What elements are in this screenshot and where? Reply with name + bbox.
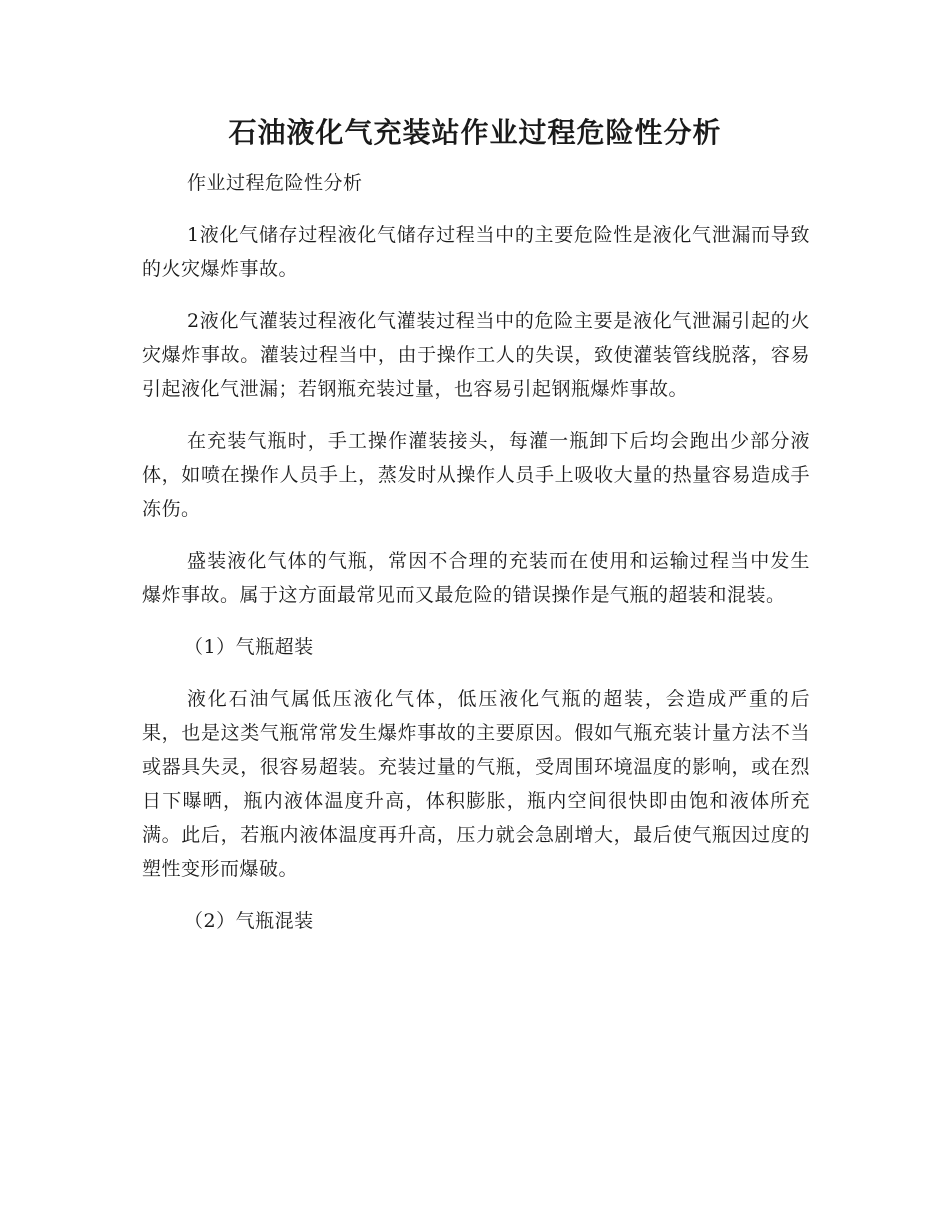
paragraph-filling: 2液化气灌装过程液化气灌装过程当中的危险主要是液化气泄漏引起的火灾爆炸事故。灌装过程当中，由于操作工人的失误，致使灌装管线脱落，容易引起液化气泄漏；若钢瓶充装过量，也容易引起钢瓶爆炸事故。 (142, 310, 810, 400)
document-body (142, 166, 810, 956)
paragraph-overfill: 液化石油气属低压液化气体，低压液化气瓶的超装，会造成严重的后果，也是这类气瓶常常发生爆炸事故的主要原因。假如气瓶充装计量方法不当或器具失灵，很容易超装。充装过量的气瓶，受周围环境温度的影响，或在烈日下曝晒，瓶内液体温度升高，体积膨胀，瓶内空间很快即由饱和液体所充满。此后，若瓶内液体温度再升高，压力就会急剧增大，最后使气瓶因过度的塑性变形而爆破。 (142, 688, 810, 880)
heading-mixed-fill: （2）气瓶混装 (184, 910, 314, 932)
heading-overfill: （1）气瓶超装 (184, 636, 314, 658)
paragraph-cylinder-risk: 盛装液化气体的气瓶，常因不合理的充装而在使用和运输过程当中发生爆炸事故。属于这方面最常见而又最危险的错误操作是气瓶的超装和混装。 (142, 550, 810, 606)
section-subtitle: 作业过程危险性分析 (187, 172, 363, 194)
paragraph-frostbite: 在充装气瓶时，手工操作灌装接头，每灌一瓶卸下后均会跑出少部分液体，如喷在操作人员手上，蒸发时从操作人员手上吸收大量的热量容易造成手冻伤。 (142, 430, 810, 520)
document-title: 石油液化气充装站作业过程危险性分析 (228, 116, 722, 149)
paragraph-storage: 1液化气储存过程液化气储存过程当中的主要危险性是液化气泄漏而导致的火灾爆炸事故。 (142, 224, 810, 280)
